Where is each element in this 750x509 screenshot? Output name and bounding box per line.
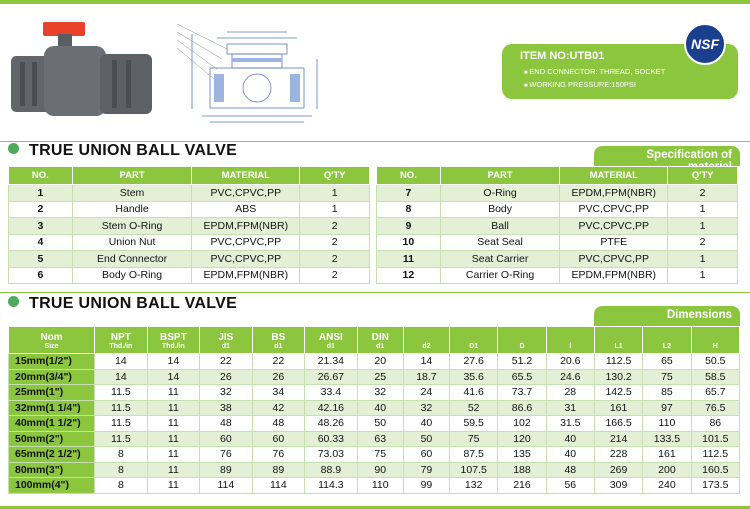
item-spec-line: ■ END CONNECTOR: THREAD, SOCKET — [524, 66, 728, 79]
dimension-value: 32 — [357, 385, 403, 401]
dimension-value: 32 — [200, 385, 253, 401]
dimension-value: 188 — [498, 462, 546, 478]
part-name: End Connector — [72, 251, 192, 268]
dimension-value: 11 — [147, 431, 200, 447]
part-qty: 2 — [300, 251, 370, 268]
header-material: MATERIAL — [192, 167, 300, 185]
dimension-value: 11 — [147, 478, 200, 494]
material-row — [377, 185, 738, 202]
dimension-value: 75 — [643, 369, 691, 385]
dimension-value: 22 — [200, 354, 253, 370]
dimension-value: 216 — [498, 478, 546, 494]
dimension-value: 18.7 — [403, 369, 449, 385]
dimension-row — [9, 447, 740, 463]
header-part: PART — [72, 167, 192, 185]
dimension-value: 110 — [357, 478, 403, 494]
part-material: EPDM,FPM(NBR) — [192, 218, 300, 235]
dimension-value: 51.2 — [498, 354, 546, 370]
dim-header-cell — [9, 327, 95, 354]
dimension-value: 59.5 — [450, 416, 498, 432]
dimension-value: 228 — [594, 447, 642, 463]
dimension-value: 11 — [147, 447, 200, 463]
dimension-value: 160.5 — [691, 462, 739, 478]
dimension-value: 32 — [403, 400, 449, 416]
dim-header-sub: L1 — [614, 343, 623, 350]
dimension-value: 26.67 — [305, 369, 358, 385]
dim-header-sub: D — [519, 343, 525, 350]
nominal-size: 100mm(4") — [9, 478, 95, 494]
dim-header-sub: D1 — [469, 343, 479, 350]
material-row — [377, 251, 738, 268]
dimension-value: 27.6 — [450, 354, 498, 370]
part-number: 11 — [377, 251, 441, 268]
nominal-size: 65mm(2 1/2") — [9, 447, 95, 463]
dim-header-top: ANSI — [318, 332, 343, 343]
material-row — [377, 234, 738, 251]
part-name: Ball — [440, 218, 560, 235]
dim-header-top: NPT — [110, 332, 131, 343]
part-number: 2 — [9, 201, 73, 218]
materials-table-right — [376, 166, 738, 284]
dimension-value: 166.5 — [594, 416, 642, 432]
dimension-value: 99 — [403, 478, 449, 494]
dimension-value: 89 — [252, 462, 305, 478]
dimension-value: 214 — [594, 431, 642, 447]
dimension-value: 86 — [691, 416, 739, 432]
dimension-value: 11.5 — [95, 431, 148, 447]
section-title-materials: TRUE UNION BALL VALVE — [8, 142, 237, 160]
dimension-value: 48 — [252, 416, 305, 432]
part-material: PVC,CPVC,PP — [560, 218, 668, 235]
part-number: 6 — [9, 267, 73, 284]
part-name: Body O-Ring — [72, 267, 192, 284]
dim-header-top: Nom — [40, 332, 63, 343]
dimension-value: 41.6 — [450, 385, 498, 401]
dim-header-cell — [147, 327, 200, 354]
dimension-value: 60 — [252, 431, 305, 447]
bullet-dot-icon — [8, 143, 19, 154]
dimension-value: 112.5 — [594, 354, 642, 370]
dimension-value: 90 — [357, 462, 403, 478]
dimension-row — [9, 462, 740, 478]
part-number: 12 — [377, 267, 441, 284]
part-number: 1 — [9, 185, 73, 202]
dimension-row — [9, 478, 740, 494]
dimension-value: 85 — [643, 385, 691, 401]
dimension-value: 42.16 — [305, 400, 358, 416]
dimension-value: 107.5 — [450, 462, 498, 478]
dimension-value: 48.26 — [305, 416, 358, 432]
dim-header-sub: H — [712, 343, 718, 350]
dimension-value: 76 — [200, 447, 253, 463]
dimension-value: 65.5 — [498, 369, 546, 385]
material-row — [377, 267, 738, 284]
dimension-row — [9, 354, 740, 370]
part-qty: 1 — [668, 218, 738, 235]
dimension-value: 309 — [594, 478, 642, 494]
dimensions-table — [8, 326, 740, 494]
materials-table-left — [8, 166, 370, 284]
tab-specification-of-material: Specification of — [594, 146, 740, 166]
dimension-value: 8 — [95, 478, 148, 494]
part-material: EPDM,FPM(NBR) — [560, 267, 668, 284]
header-qty: Q'TY — [668, 167, 738, 185]
dimension-value: 20 — [357, 354, 403, 370]
dimension-value: 114 — [252, 478, 305, 494]
dim-header-sub: d1 — [376, 343, 385, 350]
dimension-value: 79 — [403, 462, 449, 478]
dimension-value: 8 — [95, 447, 148, 463]
dim-header-cell — [252, 327, 305, 354]
part-qty: 2 — [668, 185, 738, 202]
part-qty: 2 — [300, 267, 370, 284]
dimension-value: 173.5 — [691, 478, 739, 494]
part-material: EPDM,FPM(NBR) — [560, 185, 668, 202]
dimension-value: 26 — [200, 369, 253, 385]
dimension-value: 120 — [498, 431, 546, 447]
dimension-value: 40 — [546, 447, 594, 463]
part-qty: 1 — [300, 185, 370, 202]
tab-dimensions: Dimensions — [594, 306, 740, 326]
dimension-value: 161 — [643, 447, 691, 463]
dim-header-cell — [546, 327, 594, 354]
dimension-row — [9, 385, 740, 401]
material-row — [9, 201, 370, 218]
valve-photo — [8, 16, 158, 126]
dimension-value: 60 — [403, 447, 449, 463]
dimension-value: 76 — [252, 447, 305, 463]
dimension-value: 58.5 — [691, 369, 739, 385]
part-material: PVC,CPVC,PP — [560, 251, 668, 268]
part-name: Carrier O-Ring — [440, 267, 560, 284]
dim-header-sub: Size — [44, 343, 59, 350]
dimension-value: 14 — [95, 354, 148, 370]
part-name: Seat Seal — [440, 234, 560, 251]
dimension-value: 269 — [594, 462, 642, 478]
part-name: Stem O-Ring — [72, 218, 192, 235]
nominal-size: 80mm(3") — [9, 462, 95, 478]
dimension-value: 24 — [403, 385, 449, 401]
dimension-value: 110 — [643, 416, 691, 432]
dimension-value: 89 — [200, 462, 253, 478]
dim-header-top: BS — [271, 332, 286, 343]
part-number: 4 — [9, 234, 73, 251]
material-row — [377, 218, 738, 235]
dimension-value: 34 — [252, 385, 305, 401]
dimension-value: 25 — [357, 369, 403, 385]
dim-header-cell — [357, 327, 403, 354]
part-material: PTFE — [560, 234, 668, 251]
dim-header-sub: d2 — [422, 343, 431, 350]
part-material: EPDM,FPM(NBR) — [192, 267, 300, 284]
dimension-value: 31 — [546, 400, 594, 416]
dimension-value: 75 — [357, 447, 403, 463]
dimension-value: 21.34 — [305, 354, 358, 370]
dim-header-cell — [498, 327, 546, 354]
dim-header-cell — [305, 327, 358, 354]
dimension-value: 28 — [546, 385, 594, 401]
dimension-value: 8 — [95, 462, 148, 478]
dimension-value: 102 — [498, 416, 546, 432]
part-number: 8 — [377, 201, 441, 218]
part-qty: 1 — [668, 267, 738, 284]
dimension-value: 26 — [252, 369, 305, 385]
dimension-value: 24.6 — [546, 369, 594, 385]
bullet-dot-icon — [8, 296, 19, 307]
dimension-value: 60 — [200, 431, 253, 447]
dimension-value: 73.03 — [305, 447, 358, 463]
dim-header-sub: d1 — [326, 343, 335, 350]
dimension-value: 22 — [252, 354, 305, 370]
part-qty: 2 — [668, 234, 738, 251]
material-row — [9, 234, 370, 251]
dimension-value: 42 — [252, 400, 305, 416]
dim-header-cell — [200, 327, 253, 354]
dimension-value: 114 — [200, 478, 253, 494]
dimension-value: 101.5 — [691, 431, 739, 447]
dimension-value: 48 — [200, 416, 253, 432]
dimension-row — [9, 431, 740, 447]
dim-header-cell — [643, 327, 691, 354]
dimension-value: 60.33 — [305, 431, 358, 447]
dimension-value: 50 — [403, 431, 449, 447]
part-name: Union Nut — [72, 234, 192, 251]
dimension-value: 50.5 — [691, 354, 739, 370]
material-row — [377, 201, 738, 218]
dimension-value: 133.5 — [643, 431, 691, 447]
dimension-value: 11.5 — [95, 385, 148, 401]
part-material: PVC,CPVC,PP — [192, 251, 300, 268]
nominal-size: 50mm(2") — [9, 431, 95, 447]
part-material: PVC,CPVC,PP — [192, 185, 300, 202]
section-title-dimensions: TRUE UNION BALL VALVE — [8, 295, 237, 313]
dim-header-cell — [403, 327, 449, 354]
dimension-value: 87.5 — [450, 447, 498, 463]
material-row — [9, 267, 370, 284]
dimension-value: 130.2 — [594, 369, 642, 385]
part-name: Seat Carrier — [440, 251, 560, 268]
dim-header-top: JIS — [218, 332, 234, 343]
part-qty: 1 — [668, 251, 738, 268]
nominal-size: 20mm(3/4") — [9, 369, 95, 385]
part-number: 3 — [9, 218, 73, 235]
dimension-value: 86.6 — [498, 400, 546, 416]
top-accent-bar — [0, 0, 750, 4]
valve-technical-drawing — [172, 14, 322, 129]
dim-header-cell — [691, 327, 739, 354]
dim-header-cell — [95, 327, 148, 354]
dimension-value: 112.5 — [691, 447, 739, 463]
dim-header-cell — [450, 327, 498, 354]
dimension-value: 142.5 — [594, 385, 642, 401]
header-part: PART — [440, 167, 560, 185]
dimension-value: 56 — [546, 478, 594, 494]
part-name: O-Ring — [440, 185, 560, 202]
dimension-value: 33.4 — [305, 385, 358, 401]
part-qty: 2 — [300, 234, 370, 251]
header-material: MATERIAL — [560, 167, 668, 185]
nominal-size: 15mm(1/2") — [9, 354, 95, 370]
dimension-value: 75 — [450, 431, 498, 447]
material-row — [9, 218, 370, 235]
dim-header-sub: d1 — [274, 343, 283, 350]
dimension-value: 73.7 — [498, 385, 546, 401]
part-material: PVC,CPVC,PP — [192, 234, 300, 251]
dimension-value: 11 — [147, 462, 200, 478]
part-number: 9 — [377, 218, 441, 235]
nominal-size: 40mm(1 1/2") — [9, 416, 95, 432]
dimension-value: 11 — [147, 400, 200, 416]
section-divider — [0, 292, 750, 293]
header-qty: Q'TY — [300, 167, 370, 185]
dimension-value: 11 — [147, 416, 200, 432]
dim-header-top: DIN — [371, 332, 389, 343]
dimension-value: 11.5 — [95, 416, 148, 432]
dimension-value: 135 — [498, 447, 546, 463]
nominal-size: 32mm(1 1/4") — [9, 400, 95, 416]
part-number: 5 — [9, 251, 73, 268]
material-row — [9, 251, 370, 268]
dimension-value: 48 — [546, 462, 594, 478]
dimension-value: 40 — [403, 416, 449, 432]
dimension-value: 40 — [357, 400, 403, 416]
dimension-value: 38 — [200, 400, 253, 416]
part-qty: 1 — [668, 201, 738, 218]
dimension-value: 161 — [594, 400, 642, 416]
part-number: 7 — [377, 185, 441, 202]
part-name: Stem — [72, 185, 192, 202]
dimension-row — [9, 369, 740, 385]
part-qty: 2 — [300, 218, 370, 235]
dim-header-sub: l — [569, 343, 572, 350]
item-number: ITEM NO:UTB01 — [520, 50, 605, 62]
dimension-value: 52 — [450, 400, 498, 416]
part-material: PVC,CPVC,PP — [560, 201, 668, 218]
dimension-row — [9, 400, 740, 416]
dimension-value: 35.6 — [450, 369, 498, 385]
material-row — [9, 185, 370, 202]
nsf-certification-badge: NSF — [684, 23, 726, 65]
item-spec-line: ■ WORKING PRESSURE:150PSI — [524, 79, 728, 92]
dimension-value: 40 — [546, 431, 594, 447]
dimension-value: 50 — [357, 416, 403, 432]
nominal-size: 25mm(1") — [9, 385, 95, 401]
dim-header-sub: Thd./in — [109, 343, 133, 350]
part-material: ABS — [192, 201, 300, 218]
dimension-row — [9, 416, 740, 432]
dimension-value: 132 — [450, 478, 498, 494]
dim-header-sub: L2 — [662, 343, 671, 350]
part-name: Body — [440, 201, 560, 218]
dimension-value: 76.5 — [691, 400, 739, 416]
dimension-value: 114.3 — [305, 478, 358, 494]
header-no: NO. — [377, 167, 441, 185]
dim-header-cell — [594, 327, 642, 354]
dimension-value: 63 — [357, 431, 403, 447]
dim-header-sub: Thd./in — [161, 343, 185, 350]
dimension-value: 14 — [147, 354, 200, 370]
dimension-value: 14 — [403, 354, 449, 370]
dimension-value: 65 — [643, 354, 691, 370]
dimension-value: 11 — [147, 385, 200, 401]
part-number: 10 — [377, 234, 441, 251]
dimension-value: 14 — [147, 369, 200, 385]
header-no: NO. — [9, 167, 73, 185]
dimension-value: 240 — [643, 478, 691, 494]
dimension-value: 97 — [643, 400, 691, 416]
dimension-value: 14 — [95, 369, 148, 385]
dimension-value: 31.5 — [546, 416, 594, 432]
dim-header-sub: d1 — [221, 343, 230, 350]
part-name: Handle — [72, 201, 192, 218]
dimension-value: 88.9 — [305, 462, 358, 478]
dimension-value: 200 — [643, 462, 691, 478]
dimension-value: 11.5 — [95, 400, 148, 416]
dimension-value: 20.6 — [546, 354, 594, 370]
dim-header-top: BSPT — [160, 332, 187, 343]
part-qty: 1 — [300, 201, 370, 218]
dimension-value: 65.7 — [691, 385, 739, 401]
